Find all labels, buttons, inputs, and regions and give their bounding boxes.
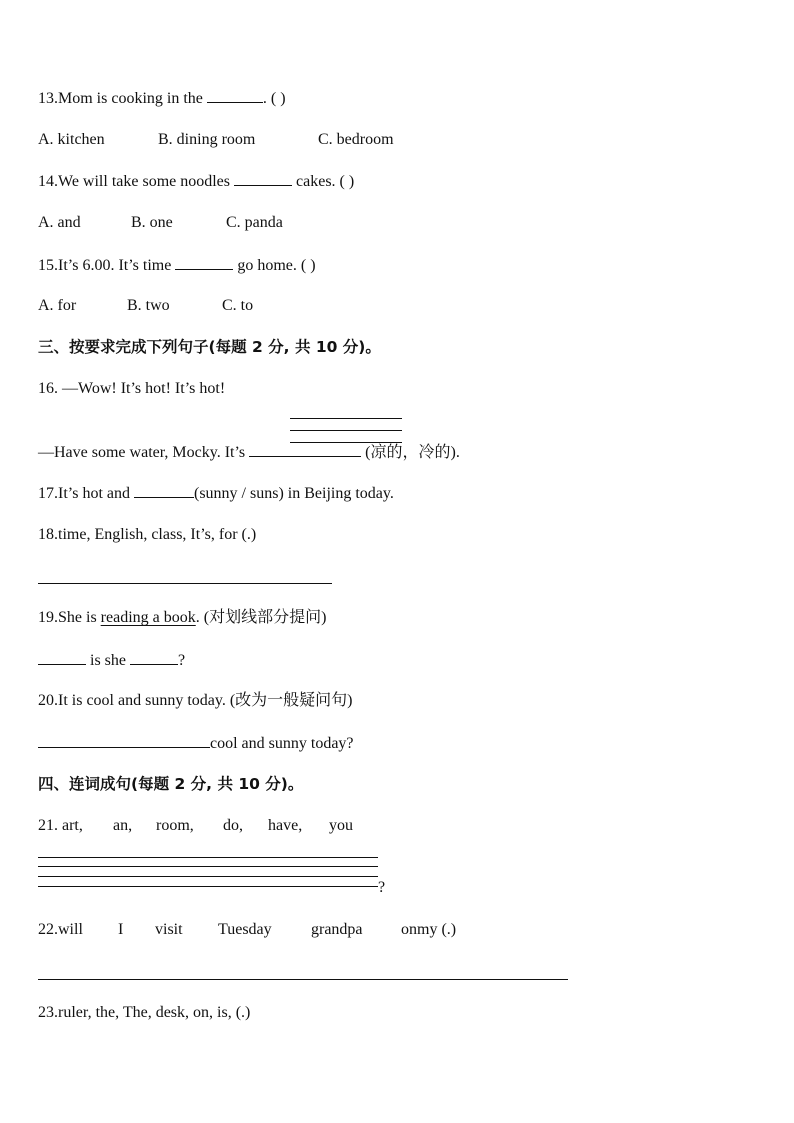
answer-line[interactable] (38, 583, 332, 584)
option-a[interactable]: A. kitchen (38, 131, 105, 148)
question-20: 20.It is cool and sunny today. (改为一般疑问句) (38, 692, 353, 709)
word: an, (113, 817, 133, 834)
question-18: 18.time, English, class, It’s, for (.) (38, 526, 257, 543)
question-13-stem: 13.Mom is cooking in the (38, 90, 207, 107)
question-13: 13.Mom is cooking in the . ( ) (38, 90, 286, 107)
option-b[interactable]: B. dining room (158, 131, 256, 148)
question-mark: ? (378, 879, 386, 896)
answer-blank[interactable] (175, 255, 233, 270)
question-17: 17.It’s hot and (sunny / suns) in Beijing today. (38, 485, 394, 502)
question-23: 23.ruler, the, The, desk, on, is, (.) (38, 1004, 251, 1021)
option-c[interactable]: C. panda (226, 214, 283, 231)
question-21 (38, 816, 353, 836)
question-22-number: 22.will (38, 921, 83, 938)
question-15-options (38, 296, 253, 316)
word: visit (155, 921, 183, 938)
answer-line[interactable] (38, 866, 378, 867)
question-16-line-2: —Have some water, Mocky. It’s (凉的，冷的). (38, 444, 460, 461)
word: have, (268, 817, 303, 834)
option-b[interactable]: B. one (131, 214, 173, 231)
word: room, (156, 817, 194, 834)
answer-rule (290, 418, 402, 419)
option-c[interactable]: C. bedroom (318, 131, 394, 148)
word: do, (223, 817, 243, 834)
answer-blank[interactable] (134, 483, 194, 498)
question-14-options (38, 213, 283, 233)
answer-blank[interactable] (38, 650, 86, 665)
word: grandpa (311, 921, 363, 938)
question-14-stem: 14.We will take some noodles (38, 173, 235, 190)
word: I (118, 921, 124, 938)
answer-blank[interactable] (207, 88, 263, 103)
word: Tuesday (218, 921, 272, 938)
question-20-answer: cool and sunny today? (38, 733, 354, 754)
question-16-line-1: 16. —Wow! It’s hot! It’s hot! (38, 380, 226, 397)
answer-blank[interactable] (38, 733, 210, 748)
answer-blank[interactable] (249, 442, 361, 457)
answer-rule (290, 430, 402, 431)
word: onmy (.) (401, 921, 457, 938)
word: you (329, 817, 353, 834)
answer-blank[interactable] (130, 650, 178, 665)
question-22 (38, 920, 456, 940)
option-b[interactable]: B. two (127, 297, 170, 314)
section-4-heading: 四、连词成句(每题 2 分, 共 10 分)。 (38, 775, 304, 793)
question-15: 15.It’s 6.00. It’s time go home. ( ) (38, 257, 316, 274)
question-21-number: 21. art, (38, 817, 83, 834)
question-14: 14.We will take some noodles cakes. ( ) (38, 173, 355, 190)
question-19: 19.She is reading a book. (对划线部分提问) (38, 609, 327, 626)
answer-line[interactable] (38, 857, 378, 858)
section-3-heading: 三、按要求完成下列句子(每题 2 分, 共 10 分)。 (38, 338, 381, 356)
option-a[interactable]: A. and (38, 214, 81, 231)
option-a[interactable]: A. for (38, 297, 77, 314)
answer-blank[interactable] (234, 171, 292, 186)
question-15-stem: 15.It’s 6.00. It’s time (38, 257, 176, 274)
option-c[interactable]: C. to (222, 297, 254, 314)
answer-line[interactable] (38, 876, 378, 877)
question-13-options (38, 130, 394, 150)
answer-line[interactable] (38, 979, 568, 980)
question-19-answer: is she ? (38, 650, 185, 671)
underlined-phrase: reading a book (100, 609, 196, 626)
answer-line[interactable] (38, 886, 378, 887)
